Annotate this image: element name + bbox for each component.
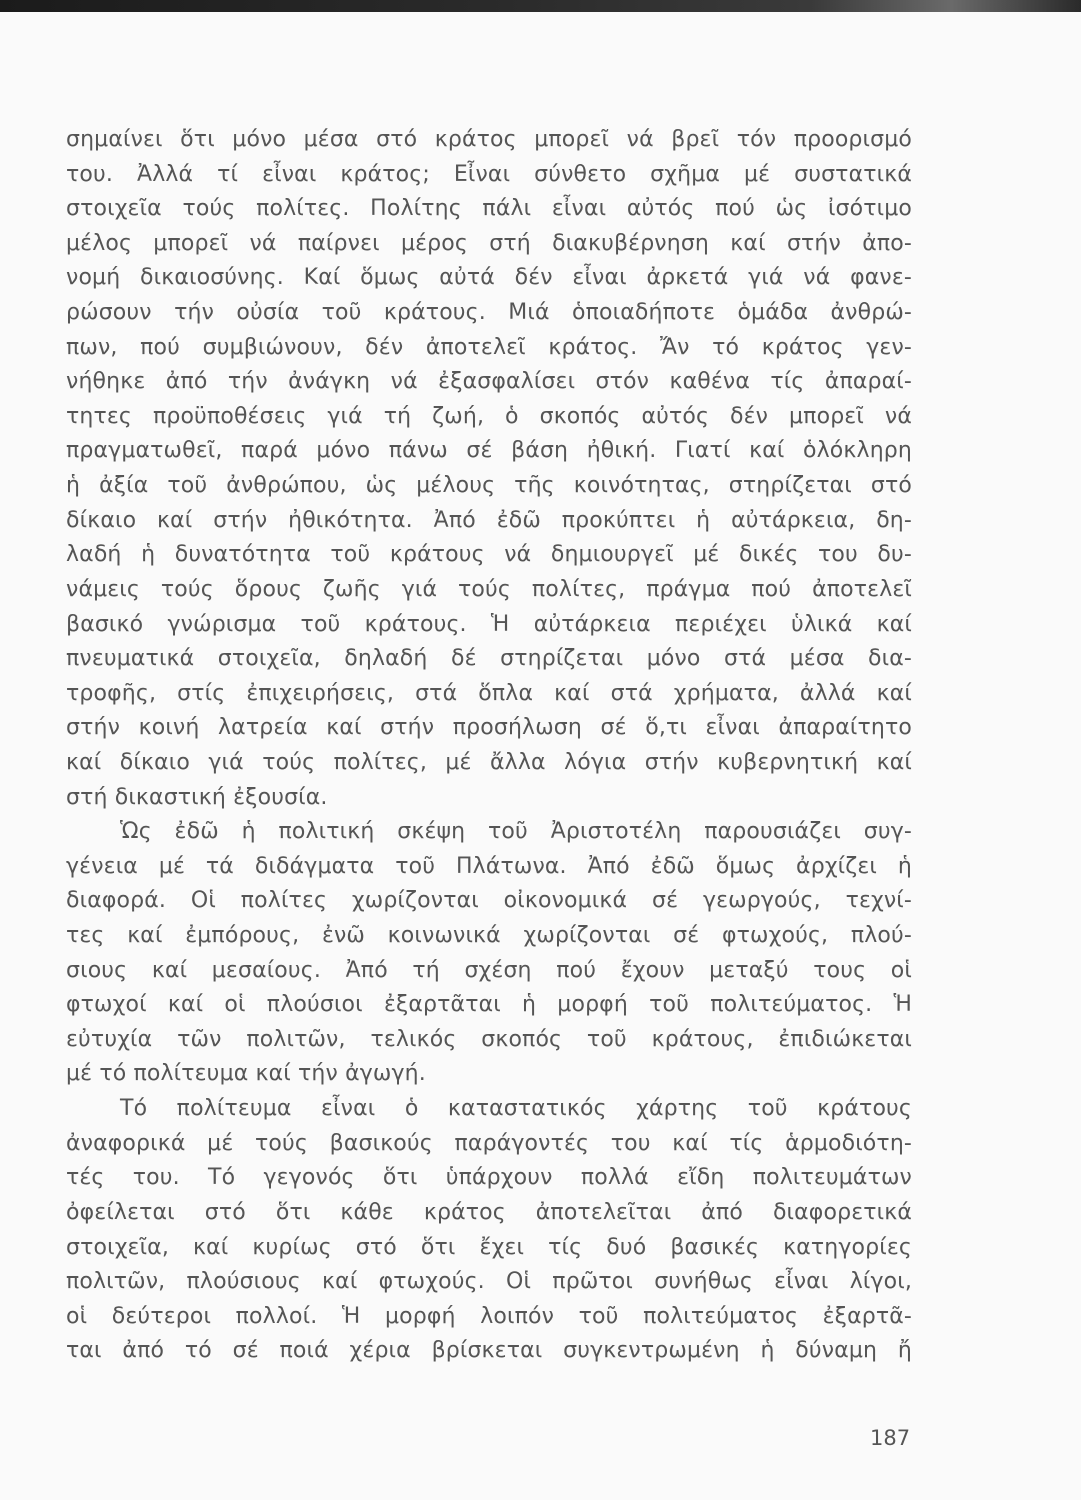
text-line: δίκαιο καί στήν ἠθικότητα. Ἀπό ἐδῶ προκύπτει ἡ αὐτάρκεια, δη- bbox=[66, 507, 912, 533]
text-line: μέλος μπορεῖ νά παίρνει μέρος στή διακυβέρνηση καί στήν ἀπο- bbox=[66, 230, 912, 256]
text-line: πραγματωθεῖ, παρά μόνο πάνω σέ βάση ἠθική. Γιατί καί ὁλόκληρη bbox=[66, 438, 912, 464]
text-line: νάμεις τούς ὅρους ζωῆς γιά τούς πολίτες, πράγμα πού ἀποτελεῖ bbox=[66, 576, 912, 602]
text-line: ρώσουν τήν οὐσία τοῦ κράτους. Μιά ὁποιαδήποτε ὁμάδα ἀνθρώ- bbox=[66, 300, 912, 326]
text-line: ἀναφορικά μέ τούς βασικούς παράγοντές του καί τίς ἁρμοδιότη- bbox=[66, 1130, 912, 1156]
text-line: σιους καί μεσαίους. Ἀπό τή σχέση πού ἔχουν μεταξύ τους οἱ bbox=[66, 957, 912, 983]
text-line: στοιχεῖα τούς πολίτες. Πολίτης πάλι εἶναι αὐτός πού ὡς ἰσότιμο bbox=[66, 196, 912, 222]
text-line: νήθηκε ἀπό τήν ἀνάγκη νά ἐξασφαλίσει στόν καθένα τίς ἀπαραί- bbox=[66, 369, 912, 395]
text-line: εὐτυχία τῶν πολιτῶν, τελικός σκοπός τοῦ κράτους, ἐπιδιώκεται bbox=[66, 1026, 912, 1052]
page-body bbox=[66, 123, 912, 1369]
text-line: τες καί ἐμπόρους, ἐνῶ κοινωνικά χωρίζονται σέ φτωχούς, πλού- bbox=[66, 923, 912, 949]
text-line: του. Ἀλλά τί εἶναι κράτος; Εἶναι σύνθετο σχῆμα μέ συστατικά bbox=[66, 161, 912, 187]
text-line: ὀφείλεται στό ὅτι κάθε κράτος ἀποτελεῖται ἀπό διαφορετικά bbox=[66, 1199, 912, 1225]
text-line: νομή δικαιοσύνης. Καί ὅμως αὐτά δέν εἶναι ἀρκετά γιά νά φανε- bbox=[66, 265, 912, 291]
text-line: φτωχοί καί οἱ πλούσιοι ἐξαρτᾶται ἡ μορφή τοῦ πολιτεύματος. Ἡ bbox=[66, 992, 912, 1018]
text-line: οἱ δεύτεροι πολλοί. Ἡ μορφή λοιπόν τοῦ πολιτεύματος ἐξαρτᾶ- bbox=[66, 1303, 912, 1329]
text-line: ται ἀπό τό σέ ποιά χέρια βρίσκεται συγκεντρωμένη ἡ δύναμη ἤ bbox=[66, 1338, 912, 1364]
text-line: πων, πού συμβιώνουν, δέν ἀποτελεῖ κράτος. Ἄν τό κράτος γεν- bbox=[66, 334, 912, 360]
text-line: καί δίκαιο γιά τούς πολίτες, μέ ἄλλα λόγια στήν κυβερνητική καί bbox=[66, 749, 912, 775]
text-line: λαδή ἡ δυνατότητα τοῦ κράτους νά δημιουργεῖ μέ δικές του δυ- bbox=[66, 542, 912, 568]
text-line: σημαίνει ὅτι μόνο μέσα στό κράτος μπορεῖ νά βρεῖ τόν προορισμό bbox=[66, 127, 912, 152]
text-line: πνευματικά στοιχεῖα, δηλαδή δέ στηρίζεται μόνο στά μέσα δια- bbox=[66, 646, 912, 672]
text-line: διαφορά. Οἱ πολίτες χωρίζονται οἰκονομικά σέ γεωργούς, τεχνί- bbox=[66, 888, 912, 914]
text-line: βασικό γνώρισμα τοῦ κράτους. Ἡ αὐτάρκεια περιέχει ὑλικά καί bbox=[66, 611, 912, 637]
text-line: Τό πολίτευμα εἶναι ὁ καταστατικός χάρτης τοῦ κράτους bbox=[120, 1096, 912, 1122]
text-line: ἡ ἀξία τοῦ ἀνθρώπου, ὡς μέλους τῆς κοινότητας, στηρίζεται στό bbox=[66, 473, 912, 499]
text-line: γένεια μέ τά διδάγματα τοῦ Πλάτωνα. Ἀπό ἐδῶ ὅμως ἀρχίζει ἡ bbox=[66, 853, 912, 879]
text-line: στήν κοινή λατρεία καί στήν προσήλωση σέ ὅ,τι εἶναι ἀπαραίτητο bbox=[66, 715, 912, 741]
page-number: 187 bbox=[870, 1426, 911, 1450]
text-line: τροφῆς, στίς ἐπιχειρήσεις, στά ὅπλα καί στά χρήματα, ἀλλά καί bbox=[66, 680, 912, 706]
text-line: στοιχεῖα, καί κυρίως στό ὅτι ἔχει τίς δυό βασικές κατηγορίες bbox=[66, 1234, 912, 1260]
text-line: στή δικαστική ἐξουσία. bbox=[66, 784, 328, 810]
text-line: τητες προϋποθέσεις γιά τή ζωή, ὁ σκοπός αὐτός δέν μπορεῖ νά bbox=[66, 403, 912, 429]
text-line: τές του. Τό γεγονός ὅτι ὑπάρχουν πολλά εἴδη πολιτευμάτων bbox=[66, 1165, 912, 1191]
text-line: Ὡς ἐδῶ ἡ πολιτική σκέψη τοῦ Ἀριστοτέλη παρουσιάζει συγ- bbox=[120, 819, 912, 845]
text-line: πολιτῶν, πλούσιους καί φτωχούς. Οἱ πρῶτοι συνήθως εἶναι λίγοι, bbox=[66, 1269, 912, 1295]
text-line: μέ τό πολίτευμα καί τήν ἀγωγή. bbox=[66, 1061, 426, 1087]
scan-edge bbox=[0, 0, 1081, 12]
